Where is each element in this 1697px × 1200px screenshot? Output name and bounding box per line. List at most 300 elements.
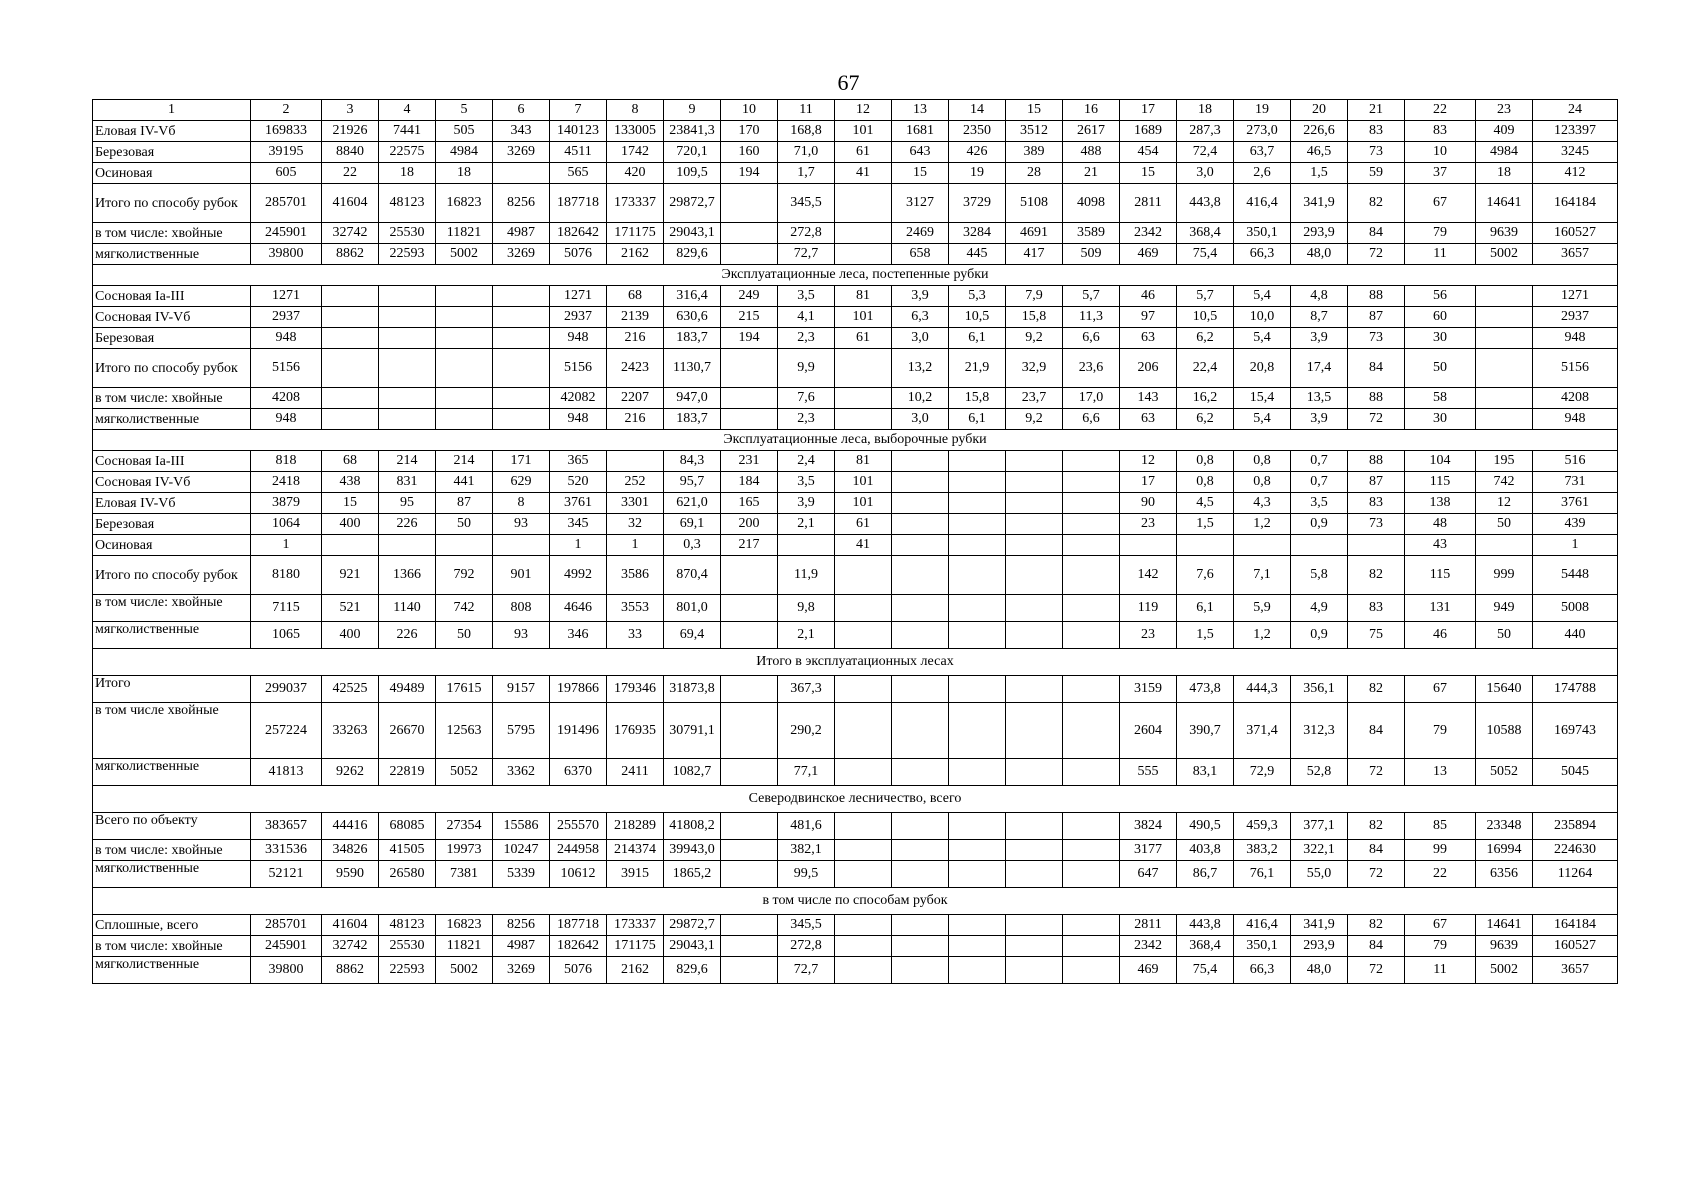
table-cell: 3177 [1120,840,1177,861]
table-cell [892,535,949,556]
table-cell: 350,1 [1234,936,1291,957]
table-cell: 630,6 [664,307,721,328]
table-cell: 77,1 [778,759,835,786]
table-cell: 68085 [379,813,436,840]
table-cell: 1,7 [778,163,835,184]
section-title: Северодвинское лесничество, всего [93,786,1618,813]
column-number-8: 8 [607,100,664,121]
table-row [93,514,1618,535]
table-cell: 133005 [607,121,664,142]
table-cell: 1,2 [1234,622,1291,649]
table-cell: 2469 [892,223,949,244]
table-cell: 658 [892,244,949,265]
table-cell: 226 [379,622,436,649]
table-cell: 195 [1476,451,1533,472]
table-cell [835,556,892,595]
table-cell: 50 [436,514,493,535]
table-cell: 5156 [1533,349,1618,388]
table-cell: 25530 [379,936,436,957]
table-cell: 3915 [607,861,664,888]
table-cell: 18 [379,163,436,184]
table-cell: 345,5 [778,915,835,936]
table-cell: 6,2 [1177,328,1234,349]
table-cell: 4208 [1533,388,1618,409]
table-cell: 5052 [436,759,493,786]
table-cell: 101 [835,472,892,493]
table-cell: 7,6 [778,388,835,409]
table-cell: 22593 [379,244,436,265]
table-cell [322,388,379,409]
table-cell: 97 [1120,307,1177,328]
table-row [93,595,1618,622]
table-cell: 403,8 [1177,840,1234,861]
table-cell: 443,8 [1177,915,1234,936]
table-cell: 870,4 [664,556,721,595]
table-cell [1476,535,1533,556]
table-cell: 131 [1405,595,1476,622]
table-cell: 8862 [322,957,379,984]
table-cell: 224630 [1533,840,1618,861]
table-cell: 5156 [251,349,322,388]
table-cell [721,349,778,388]
table-cell: 15,4 [1234,388,1291,409]
table-cell: 3284 [949,223,1006,244]
table-cell: 459,3 [1234,813,1291,840]
table-cell: 50 [1476,514,1533,535]
table-cell: 5,4 [1234,286,1291,307]
table-cell: 416,4 [1234,915,1291,936]
table-cell: 3657 [1533,244,1618,265]
table-cell: 382,1 [778,840,835,861]
table-cell: 191496 [550,703,607,759]
table-row [93,493,1618,514]
table-cell: 272,8 [778,936,835,957]
table-cell [721,813,778,840]
table-cell: 169743 [1533,703,1618,759]
table-cell: 67 [1405,676,1476,703]
table-cell: 11,3 [1063,307,1120,328]
table-cell: 11 [1405,957,1476,984]
table-cell [835,840,892,861]
table-cell [1006,915,1063,936]
table-cell: 82 [1348,184,1405,223]
table-cell: 3879 [251,493,322,514]
table-cell [721,861,778,888]
table-cell: 12563 [436,703,493,759]
table-cell: 8256 [493,184,550,223]
table-cell: 350,1 [1234,223,1291,244]
table-cell: 46 [1405,622,1476,649]
section-header-row [93,786,1618,813]
table-cell: 115 [1405,472,1476,493]
table-row [93,349,1618,388]
table-cell [892,957,949,984]
table-cell: 30 [1405,328,1476,349]
table-cell: 445 [949,244,1006,265]
table-cell: 9157 [493,676,550,703]
table-cell: 948 [251,409,322,430]
column-number-19: 19 [1234,100,1291,121]
table-cell: 444,3 [1234,676,1291,703]
table-cell: 420 [607,163,664,184]
column-number-7: 7 [550,100,607,121]
table-cell [1063,514,1120,535]
table-cell: 69,1 [664,514,721,535]
table-cell: 1366 [379,556,436,595]
table-cell [1006,535,1063,556]
table-cell: 34826 [322,840,379,861]
table-cell: 58 [1405,388,1476,409]
table-cell [835,915,892,936]
table-cell: 14641 [1476,184,1533,223]
table-cell: 32742 [322,223,379,244]
row-label: Итого по способу рубок [93,349,251,388]
table-cell: 69,4 [664,622,721,649]
table-cell [835,349,892,388]
table-cell: 245901 [251,936,322,957]
column-number-14: 14 [949,100,1006,121]
table-cell: 160527 [1533,223,1618,244]
table-cell: 9,2 [1006,328,1063,349]
table-cell: 1 [251,535,322,556]
table-cell: 22593 [379,957,436,984]
table-cell: 101 [835,121,892,142]
table-cell: 1271 [251,286,322,307]
table-cell [949,451,1006,472]
table-cell: 72 [1348,957,1405,984]
table-cell: 1865,2 [664,861,721,888]
table-cell: 30791,1 [664,703,721,759]
table-cell: 71,0 [778,142,835,163]
table-cell: 469 [1120,957,1177,984]
table-cell: 473,8 [1177,676,1234,703]
table-cell: 72 [1348,861,1405,888]
table-cell [892,556,949,595]
table-cell: 23,7 [1006,388,1063,409]
table-row [93,388,1618,409]
table-cell: 3269 [493,957,550,984]
table-cell: 9639 [1476,223,1533,244]
table-cell: 4987 [493,223,550,244]
table-cell: 1,2 [1234,514,1291,535]
table-cell: 316,4 [664,286,721,307]
table-cell: 1,5 [1177,622,1234,649]
table-cell: 3269 [493,142,550,163]
table-cell: 5795 [493,703,550,759]
row-label: в том числе: хвойные [93,936,251,957]
table-cell [493,388,550,409]
table-cell: 742 [436,595,493,622]
table-cell: 176935 [607,703,664,759]
table-cell: 5,4 [1234,328,1291,349]
table-cell [892,514,949,535]
table-cell: 226 [379,514,436,535]
table-cell [493,349,550,388]
table-cell [493,307,550,328]
table-cell [1006,676,1063,703]
table-cell: 27354 [436,813,493,840]
table-cell: 19973 [436,840,493,861]
table-cell: 0,9 [1291,514,1348,535]
table-cell: 197866 [550,676,607,703]
table-cell [949,622,1006,649]
table-cell: 52121 [251,861,322,888]
table-cell [1006,472,1063,493]
table-cell: 3824 [1120,813,1177,840]
table-cell: 63 [1120,409,1177,430]
section-title: Итого в эксплуатационных лесах [93,649,1618,676]
table-cell: 629 [493,472,550,493]
table-cell: 72,9 [1234,759,1291,786]
table-cell: 720,1 [664,142,721,163]
table-cell: 3586 [607,556,664,595]
table-cell: 249 [721,286,778,307]
table-cell: 29043,1 [664,936,721,957]
table-cell: 3657 [1533,957,1618,984]
table-cell: 416,4 [1234,184,1291,223]
table-cell: 63 [1120,328,1177,349]
table-cell [1234,535,1291,556]
table-cell: 76,1 [1234,861,1291,888]
table-cell: 287,3 [1177,121,1234,142]
table-cell: 23841,3 [664,121,721,142]
table-cell: 0,8 [1177,472,1234,493]
table-cell: 22575 [379,142,436,163]
table-cell: 10612 [550,861,607,888]
table-cell [892,813,949,840]
table-cell: 4511 [550,142,607,163]
table-row [93,451,1618,472]
table-cell [949,472,1006,493]
table-cell: 9639 [1476,936,1533,957]
table-cell: 8840 [322,142,379,163]
table-cell: 948 [1533,328,1618,349]
table-cell [322,535,379,556]
page-number: 67 [837,70,860,95]
column-number-2: 2 [251,100,322,121]
table-cell: 83 [1348,595,1405,622]
table-cell: 346 [550,622,607,649]
table-cell: 42082 [550,388,607,409]
table-cell [322,328,379,349]
column-number-16: 16 [1063,100,1120,121]
table-cell: 947,0 [664,388,721,409]
table-row [93,142,1618,163]
table-cell: 377,1 [1291,813,1348,840]
table-cell: 10247 [493,840,550,861]
table-cell [1006,493,1063,514]
table-cell: 68 [322,451,379,472]
table-cell: 818 [251,451,322,472]
table-cell: 2162 [607,957,664,984]
table-cell: 2604 [1120,703,1177,759]
table-cell: 99,5 [778,861,835,888]
table-cell [1476,409,1533,430]
header-row [93,100,1618,121]
table-cell: 1065 [251,622,322,649]
table-cell: 367,3 [778,676,835,703]
table-cell [436,388,493,409]
table-cell: 5002 [436,244,493,265]
table-cell: 341,9 [1291,915,1348,936]
table-cell [949,595,1006,622]
table-cell: 61 [835,514,892,535]
table-cell [436,409,493,430]
table-cell: 123397 [1533,121,1618,142]
row-label: Еловая IV-Vб [93,121,251,142]
table-cell: 6,6 [1063,328,1120,349]
table-row [93,328,1618,349]
table-cell: 84,3 [664,451,721,472]
table-cell [1063,676,1120,703]
table-cell: 41813 [251,759,322,786]
table-cell: 2162 [607,244,664,265]
table-cell: 182642 [550,223,607,244]
table-cell: 15586 [493,813,550,840]
table-cell: 5076 [550,244,607,265]
table-cell: 82 [1348,915,1405,936]
table-cell: 115 [1405,556,1476,595]
table-cell: 164184 [1533,184,1618,223]
table-cell: 2,3 [778,409,835,430]
table-cell: 83 [1348,493,1405,514]
table-cell [1063,556,1120,595]
table-cell: 171175 [607,936,664,957]
table-cell: 9,9 [778,349,835,388]
table-cell [721,759,778,786]
row-label: Сплошные, всего [93,915,251,936]
table-cell: 0,9 [1291,622,1348,649]
table-cell: 371,4 [1234,703,1291,759]
table-cell: 409 [1476,121,1533,142]
table-cell: 2937 [251,307,322,328]
table-cell: 216 [607,328,664,349]
table-cell: 63,7 [1234,142,1291,163]
table-cell [322,307,379,328]
table-cell: 18 [436,163,493,184]
table-cell: 3761 [550,493,607,514]
table-cell: 3,5 [778,286,835,307]
table-cell: 87 [436,493,493,514]
table-cell: 4,1 [778,307,835,328]
table-cell: 2411 [607,759,664,786]
table-cell [1006,861,1063,888]
table-cell: 33 [607,622,664,649]
table-cell: 742 [1476,472,1533,493]
table-cell: 293,9 [1291,223,1348,244]
table-cell: 1130,7 [664,349,721,388]
table-cell: 643 [892,142,949,163]
table-cell [835,676,892,703]
table-cell: 16823 [436,184,493,223]
table-cell [1063,957,1120,984]
column-number-18: 18 [1177,100,1234,121]
table-cell: 621,0 [664,493,721,514]
table-cell: 1 [550,535,607,556]
table-cell: 17615 [436,676,493,703]
table-cell: 5108 [1006,184,1063,223]
table-cell: 17,4 [1291,349,1348,388]
table-cell: 83,1 [1177,759,1234,786]
table-cell: 173337 [607,184,664,223]
table-cell [1006,957,1063,984]
table-cell: 443,8 [1177,184,1234,223]
table-cell: 67 [1405,184,1476,223]
table-cell [1063,622,1120,649]
table-row [93,307,1618,328]
table-cell: 13 [1405,759,1476,786]
table-cell: 4098 [1063,184,1120,223]
section-title: Эксплуатационные леса, постепенные рубки [93,265,1618,286]
table-cell: 3269 [493,244,550,265]
table-cell: 46 [1120,286,1177,307]
table-cell: 182642 [550,936,607,957]
table-cell: 10,2 [892,388,949,409]
table-cell: 41604 [322,184,379,223]
table-cell: 3245 [1533,142,1618,163]
table-cell: 194 [721,163,778,184]
table-cell: 46,5 [1291,142,1348,163]
table-cell: 9590 [322,861,379,888]
table-cell: 21926 [322,121,379,142]
table-cell: 101 [835,307,892,328]
column-number-15: 15 [1006,100,1063,121]
table-cell: 165 [721,493,778,514]
table-cell: 3,0 [892,409,949,430]
table-cell: 41 [835,163,892,184]
table-cell: 4987 [493,936,550,957]
table-cell: 285701 [251,184,322,223]
table-row [93,409,1618,430]
table-cell: 42525 [322,676,379,703]
column-number-11: 11 [778,100,835,121]
table-cell [892,936,949,957]
table-cell [835,759,892,786]
table-cell [835,409,892,430]
table-cell [1063,840,1120,861]
row-label: мягколиственные [93,622,251,649]
table-cell: 792 [436,556,493,595]
table-cell: 7,6 [1177,556,1234,595]
table-cell [949,556,1006,595]
column-number-6: 6 [493,100,550,121]
table-cell: 2423 [607,349,664,388]
table-row [93,121,1618,142]
row-label: Еловая IV-Vб [93,493,251,514]
table-cell: 2342 [1120,936,1177,957]
table-cell: 95 [379,493,436,514]
table-cell [949,759,1006,786]
table-cell: 138 [1405,493,1476,514]
table-cell: 312,3 [1291,703,1348,759]
table-cell [721,676,778,703]
table-cell [949,535,1006,556]
table-cell [892,840,949,861]
table-cell: 39943,0 [664,840,721,861]
table-cell [379,286,436,307]
table-cell [892,472,949,493]
table-cell: 83 [1348,121,1405,142]
table-cell: 15 [1120,163,1177,184]
table-cell: 84 [1348,840,1405,861]
table-cell: 3729 [949,184,1006,223]
table-cell: 290,2 [778,703,835,759]
table-row [93,535,1618,556]
table-cell: 179346 [607,676,664,703]
table-cell: 8,7 [1291,307,1348,328]
table-cell: 10,0 [1234,307,1291,328]
table-cell [1476,286,1533,307]
